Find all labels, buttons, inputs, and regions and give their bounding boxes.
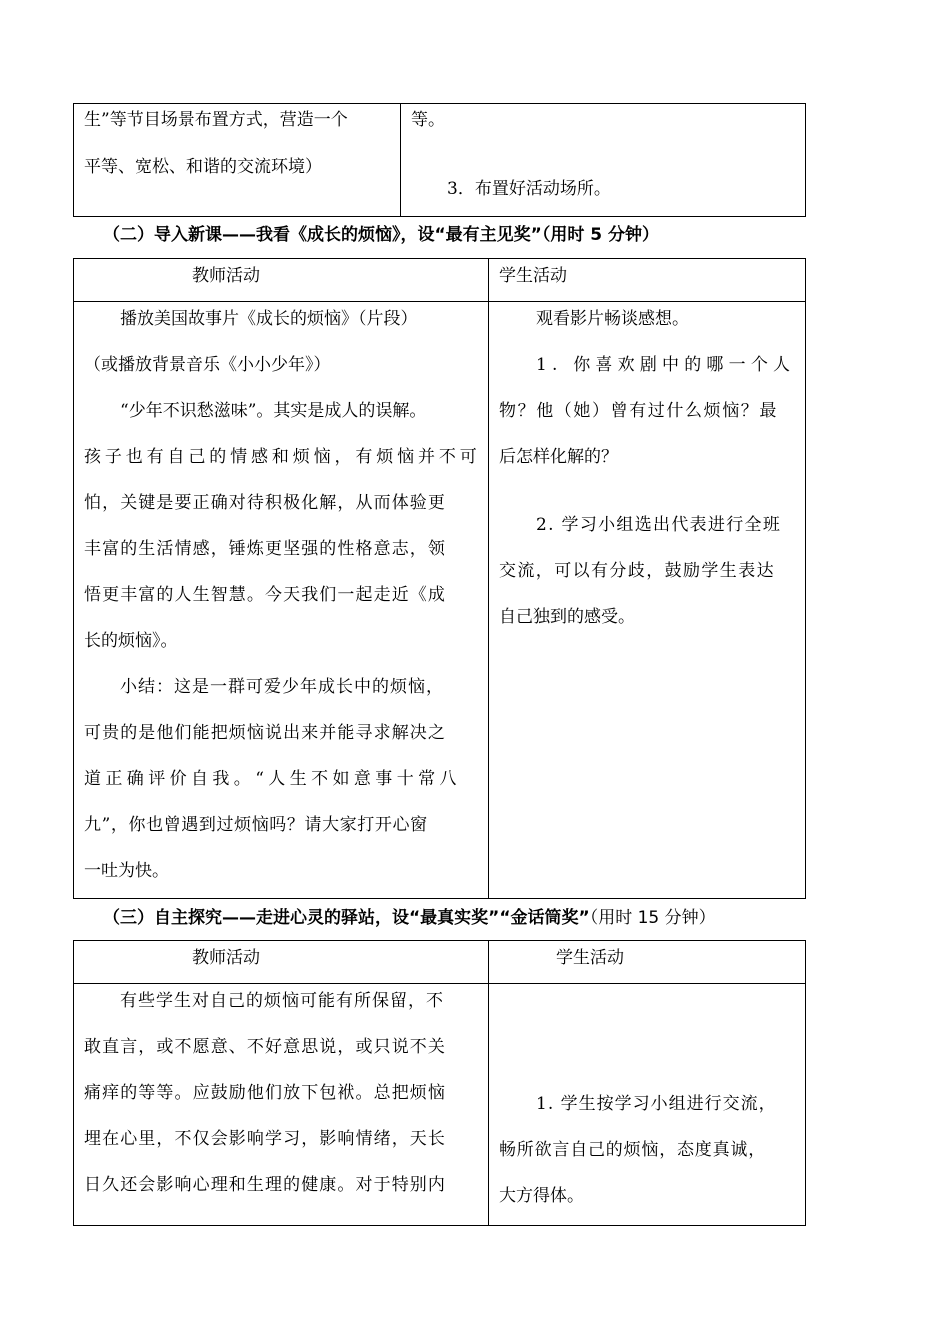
activity-table [73,258,806,899]
student-text-line: 等。 [411,110,445,130]
header-row-divider [74,301,805,302]
teacher-column-header: 教师活动 [192,266,260,286]
section-heading [103,903,716,928]
student-column-header: 学生活动 [499,266,567,286]
teacher-text-line: 道正确评价自我。“人生不如意事十常八 [84,769,461,789]
teacher-text-line: 可贵的是他们能把烦恼说出来并能寻求解决之 [84,723,446,743]
student-text-line: 2. 学习小组选出代表进行全班 [536,515,782,535]
teacher-text-line: 怕，关键是要正确对待积极化解，从而体验更 [84,493,446,513]
student-column-header: 学生活动 [556,948,624,968]
heading-bold-part: （三）自主探究——走进心灵的驿站，设“最真实奖”“金话筒奖” [103,908,590,928]
teacher-text-line: 丰富的生活情感，锤炼更坚强的性格意志，领 [84,539,446,559]
student-text-line: 大方得体。 [499,1186,584,1206]
teacher-text-line: “少年不识愁滋味”。其实是成人的误解。 [120,401,427,421]
teacher-text-line: 一吐为快。 [84,861,169,881]
student-text-line: 1. 学生按学习小组进行交流， [536,1094,777,1114]
student-text-line: 观看影片畅谈感想。 [536,309,689,329]
column-divider [488,259,489,898]
heading-time-part: （用时 15 分钟） [589,908,716,928]
activity-table [73,940,806,1226]
student-text-line: 自己独到的感受。 [499,607,635,627]
student-text-line: 畅所欲言自己的烦恼，态度真诚， [499,1140,766,1160]
teacher-text-line: 痛痒的等等。应鼓励他们放下包袱。总把烦恼 [84,1083,446,1103]
teacher-text-line: 孩 子 也 有 自 己 的 情 感 和 烦 恼 ， 有 烦 恼 并 不 可 [84,447,478,467]
teacher-text-line: 长的烦恼》。 [84,631,178,651]
student-text-line: 物？他（她）曾有过什么烦恼？最 [499,401,778,421]
teacher-text-line: 埋在心里，不仅会影响学习，影响情绪，天长 [84,1129,446,1149]
teacher-text-line: 九”，你也曾遇到过烦恼吗？请大家打开心窗 [84,815,428,835]
teacher-text-line: （或播放背景音乐《小小少年》） [84,355,331,375]
teacher-text-line: 平等、宽松、和谐的交流环境） [84,157,322,177]
teacher-text-line: 有些学生对自己的烦恼可能有所保留，不 [120,991,444,1011]
teacher-text-line: 小结：这是一群可爱少年成长中的烦恼， [120,677,444,697]
student-text-line: 3．布置好活动场所。 [447,179,611,199]
table-continuation [73,103,806,217]
teacher-column-header: 教师活动 [192,948,260,968]
header-row-divider [74,983,805,984]
student-text-line: 交流，可以有分歧，鼓励学生表达 [499,561,775,581]
section-heading: （二）导入新课——我看《成长的烦恼》，设“最有主见奖”（用时 5 分钟） [103,225,660,245]
teacher-text-line: 敢直言，或不愿意、不好意思说，或只说不关 [84,1037,446,1057]
teacher-text-line: 生”等节目场景布置方式，营造一个 [84,110,348,130]
teacher-text-line: 悟更丰富的人生智慧。今天我们一起走近《成 [84,585,446,605]
teacher-text-line: 日久还会影响心理和生理的健康。对于特别内 [84,1175,446,1195]
column-divider [400,104,401,216]
student-text-line: 1. 你喜欢剧中的哪一个人 [536,355,796,375]
student-text-line: 后怎样化解的？ [499,447,618,467]
teacher-text-line: 播放美国故事片《成长的烦恼》（片段） [120,309,418,329]
